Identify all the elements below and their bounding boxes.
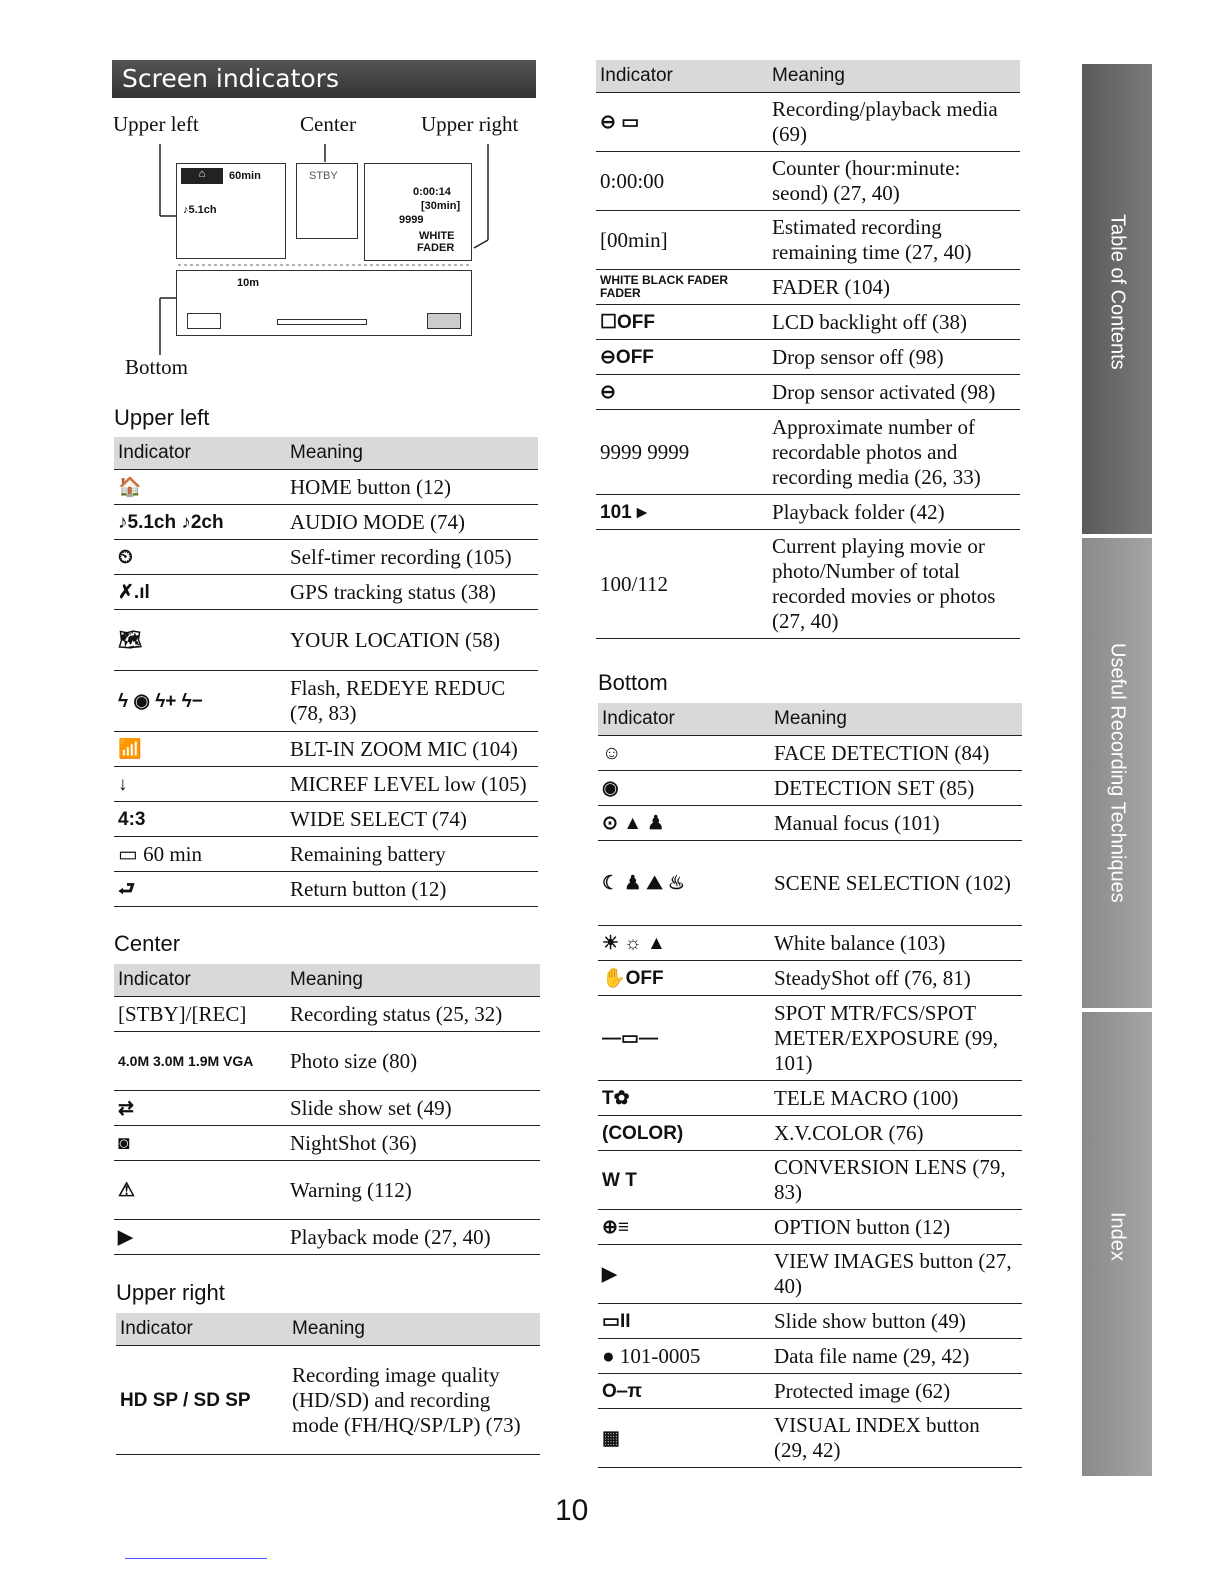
table-row [114, 575, 538, 610]
table-row [598, 736, 1022, 771]
center-title: Center [114, 931, 181, 956]
meaning-cell: AUDIO MODE (74) [286, 505, 538, 540]
meaning-cell: Current playing movie or photo/Number of total recorded movies or photos (27, 40) [768, 530, 1020, 639]
table-row [598, 771, 1022, 806]
sidebar [1082, 64, 1152, 1476]
meaning-cell: OPTION button (12) [770, 1210, 1022, 1245]
protect-key-icon: O‒π [598, 1374, 770, 1409]
table-row [598, 1151, 1022, 1210]
detection-set-icon: ◉ [598, 771, 770, 806]
playback-mode-icon: ▶ [114, 1220, 286, 1255]
right-top-table [596, 60, 1020, 639]
table-row [596, 270, 1020, 305]
drop-sensor-icon: ⊖ [596, 375, 768, 410]
table-row [598, 841, 1022, 926]
photo-size-icon: 4.0M 3.0M 1.9M VGA [114, 1032, 286, 1091]
conversion-lens-icon: W T [598, 1151, 770, 1210]
meaning-cell: Protected image (62) [770, 1374, 1022, 1409]
meaning-cell: Remaining battery [286, 837, 538, 872]
steadyshot-off-icon: ✋OFF [598, 961, 770, 996]
table-row [598, 1210, 1022, 1245]
nightshot-icon: ◙ [114, 1126, 286, 1161]
table-row [114, 540, 538, 575]
center-table [114, 964, 540, 1255]
table-row [114, 610, 538, 671]
return-icon: ⮐ [114, 872, 286, 907]
tab-label: Index [1106, 1212, 1129, 1261]
gps-status-icon: ✗.ıl [114, 575, 286, 610]
meaning-cell: Manual focus (101) [770, 806, 1022, 841]
upper-right-table [116, 1313, 540, 1455]
manual-focus-icon: ⊙ ▲ ♟ [598, 806, 770, 841]
meaning-cell: SPOT MTR/FCS/SPOT METER/EXPOSURE (99, 101) [770, 996, 1022, 1081]
table-row [598, 1374, 1022, 1409]
audio-mode-icon: ♪5.1ch ♪2ch [114, 505, 286, 540]
meaning-cell: WIDE SELECT (74) [286, 802, 538, 837]
meaning-cell: Drop sensor off (98) [768, 340, 1020, 375]
self-timer-icon: ⏲ [114, 540, 286, 575]
table-row [114, 1126, 540, 1161]
tab-index[interactable] [1082, 1012, 1152, 1476]
table-row [598, 1304, 1022, 1339]
meaning-cell: SteadyShot off (76, 81) [770, 961, 1022, 996]
meaning-cell: NightShot (36) [286, 1126, 540, 1161]
table-row [114, 837, 538, 872]
meaning-cell: Self-timer recording (105) [286, 540, 538, 575]
quality-icon: HD SP / SD SP [116, 1346, 288, 1455]
header-meaning: Meaning [286, 437, 538, 470]
battery-icon: ▭ 60 min [114, 837, 286, 872]
option-icon: ⊕≡ [598, 1210, 770, 1245]
meaning-cell: Playback folder (42) [768, 495, 1020, 530]
meaning-cell: LCD backlight off (38) [768, 305, 1020, 340]
table-row [598, 926, 1022, 961]
screen-battery: 60min [229, 170, 261, 182]
meaning-cell: Warning (112) [286, 1161, 540, 1220]
table-row [598, 806, 1022, 841]
table-row [596, 305, 1020, 340]
header-meaning: Meaning [286, 964, 540, 997]
table-row [114, 732, 538, 767]
view-images-icon [187, 313, 221, 329]
slideshow-icon: ▭II [598, 1304, 770, 1339]
meaning-cell: Approximate number of recordable photos and recording media (26, 33) [768, 410, 1020, 495]
label-bottom: Bottom [125, 355, 189, 379]
tele-macro-icon: T✿ [598, 1081, 770, 1116]
meaning-cell: SCENE SELECTION (102) [770, 841, 1022, 926]
label-upper-left: Upper left [113, 112, 199, 136]
meaning-cell: CONVERSION LENS (79, 83) [770, 1151, 1022, 1210]
tab-table-of-contents[interactable] [1082, 64, 1152, 534]
screen-upper-right-panel [364, 163, 472, 261]
table-row [598, 1245, 1022, 1304]
meaning-cell: Playback mode (27, 40) [286, 1220, 540, 1255]
meaning-cell: GPS tracking status (38) [286, 575, 538, 610]
table-row [598, 1116, 1022, 1151]
table-row [596, 152, 1020, 211]
table-row [596, 530, 1020, 639]
photo-count-cell: 9999 9999 [596, 410, 768, 495]
slideshow-set-icon: ⇄ [114, 1091, 286, 1126]
screen-fader: FADER [417, 242, 455, 254]
footer-line [125, 1558, 267, 1559]
header-meaning: Meaning [288, 1313, 540, 1346]
meaning-cell: DETECTION SET (85) [770, 771, 1022, 806]
header-indicator: Indicator [116, 1313, 288, 1346]
meaning-cell: Return button (12) [286, 872, 538, 907]
table-row [114, 872, 538, 907]
table-row [114, 470, 538, 505]
media-icon: ⊖ ▭ [596, 93, 768, 152]
screen-audio: ♪5.1ch [183, 204, 217, 216]
table-row [114, 1091, 540, 1126]
header-meaning: Meaning [768, 60, 1020, 93]
table-row [114, 671, 538, 732]
meaning-cell: Recording image quality (HD/SD) and recording mode (FH/HQ/SP/LP) (73) [288, 1346, 540, 1455]
rec-status-cell: [STBY]/[REC] [114, 997, 286, 1032]
screen-white: WHITE [419, 230, 455, 242]
meaning-cell: Slide show button (49) [770, 1304, 1022, 1339]
screen-stby: STBY [309, 170, 338, 182]
header-indicator: Indicator [598, 703, 770, 736]
location-icon: 🗺 [114, 610, 286, 671]
tab-label: Useful Recording Techniques [1106, 643, 1129, 903]
table-row [596, 410, 1020, 495]
meaning-cell: HOME button (12) [286, 470, 538, 505]
view-images-icon: ▶ [598, 1245, 770, 1304]
table-row [114, 802, 538, 837]
table-row [114, 1032, 540, 1091]
tab-useful-recording-techniques[interactable] [1082, 538, 1152, 1008]
meaning-cell: FADER (104) [768, 270, 1020, 305]
header-indicator: Indicator [114, 437, 286, 470]
warning-icon: ⚠ [114, 1161, 286, 1220]
header-meaning: Meaning [770, 703, 1022, 736]
wide-select-icon: 4:3 [114, 802, 286, 837]
meaning-cell: Drop sensor activated (98) [768, 375, 1020, 410]
screen-photos: 9999 [399, 214, 424, 226]
drop-sensor-off-icon: ⊖OFF [596, 340, 768, 375]
scene-selection-icon: ☾ ♟ ⛰ ♨ [598, 841, 770, 926]
playing-count-cell: 100/112 [596, 530, 768, 639]
flash-icon: ϟ ◉ ϟ+ ϟ− [114, 671, 286, 732]
bottom-title: Bottom [598, 670, 668, 695]
fader-cell: WHITE BLACK FADER FADER [596, 270, 768, 305]
table-row [114, 1220, 540, 1255]
table-row [116, 1346, 540, 1455]
table-row [598, 1409, 1022, 1468]
meaning-cell: Photo size (80) [286, 1032, 540, 1091]
meaning-cell: Recording status (25, 32) [286, 997, 540, 1032]
xv-color-icon: (COLOR) [598, 1116, 770, 1151]
screen-remaining: [30min] [421, 200, 461, 212]
data-file-cell: ● 101-0005 [598, 1339, 770, 1374]
white-balance-icon: ☀ ☼ ▲ [598, 926, 770, 961]
spot-slider-icon [277, 319, 367, 325]
counter-cell: 0:00:00 [596, 152, 768, 211]
zoom-mic-icon: 📶 [114, 732, 286, 767]
meaning-cell: X.V.COLOR (76) [770, 1116, 1022, 1151]
meaning-cell: VIEW IMAGES button (27, 40) [770, 1245, 1022, 1304]
meaning-cell: BLT-IN ZOOM MIC (104) [286, 732, 538, 767]
section-heading: Screen indicators [112, 60, 536, 98]
table-row [596, 211, 1020, 270]
option-icon [427, 313, 461, 329]
table-row [598, 996, 1022, 1081]
meaning-cell: Data file name (29, 42) [770, 1339, 1022, 1374]
upper-left-table [114, 437, 538, 907]
table-row [114, 1161, 540, 1220]
lcd-backlight-icon: ☐OFF [596, 305, 768, 340]
meaning-cell: TELE MACRO (100) [770, 1081, 1022, 1116]
home-icon: ⌂ [181, 168, 223, 184]
header-indicator: Indicator [596, 60, 768, 93]
table-row [596, 340, 1020, 375]
remaining-time-cell: [00min] [596, 211, 768, 270]
tab-label: Table of Contents [1106, 214, 1129, 370]
screen-drop: 10m [237, 277, 260, 289]
table-row [114, 997, 540, 1032]
table-row [598, 1339, 1022, 1374]
meaning-cell: MICREF LEVEL low (105) [286, 767, 538, 802]
table-row [114, 505, 538, 540]
table-row [598, 1081, 1022, 1116]
table-row [114, 767, 538, 802]
page-number: 10 [555, 1494, 589, 1527]
screen-center-panel [296, 163, 358, 239]
micref-icon: ↓ [114, 767, 286, 802]
table-row [596, 93, 1020, 152]
bottom-table [598, 703, 1022, 1468]
upper-left-title: Upper left [114, 405, 210, 430]
table-row [596, 495, 1020, 530]
home-icon: 🏠 [114, 470, 286, 505]
table-row [598, 961, 1022, 996]
meaning-cell: VISUAL INDEX button (29, 42) [770, 1409, 1022, 1468]
playback-folder-icon: 101 ▸ [596, 495, 768, 530]
header-indicator: Indicator [114, 964, 286, 997]
upper-right-title: Upper right [116, 1280, 225, 1305]
meaning-cell: White balance (103) [770, 926, 1022, 961]
meaning-cell: Slide show set (49) [286, 1091, 540, 1126]
spot-meter-icon: —▭— [598, 996, 770, 1081]
meaning-cell: Counter (hour:minute: seond) (27, 40) [768, 152, 1020, 211]
label-upper-right: Upper right [421, 112, 519, 136]
screen-counter: 0:00:14 [413, 186, 451, 198]
face-detection-icon: ☺ [598, 736, 770, 771]
meaning-cell: Estimated recording remaining time (27, 40) [768, 211, 1020, 270]
meaning-cell: Flash, REDEYE REDUC (78, 83) [286, 671, 538, 732]
label-center: Center [300, 112, 356, 136]
meaning-cell: YOUR LOCATION (58) [286, 610, 538, 671]
screen-upper-left-panel [176, 163, 286, 259]
screen-bottom-panel [176, 270, 472, 336]
meaning-cell: FACE DETECTION (84) [770, 736, 1022, 771]
table-row [596, 375, 1020, 410]
visual-index-icon: ▦ [598, 1409, 770, 1468]
meaning-cell: Recording/playback media (69) [768, 93, 1020, 152]
